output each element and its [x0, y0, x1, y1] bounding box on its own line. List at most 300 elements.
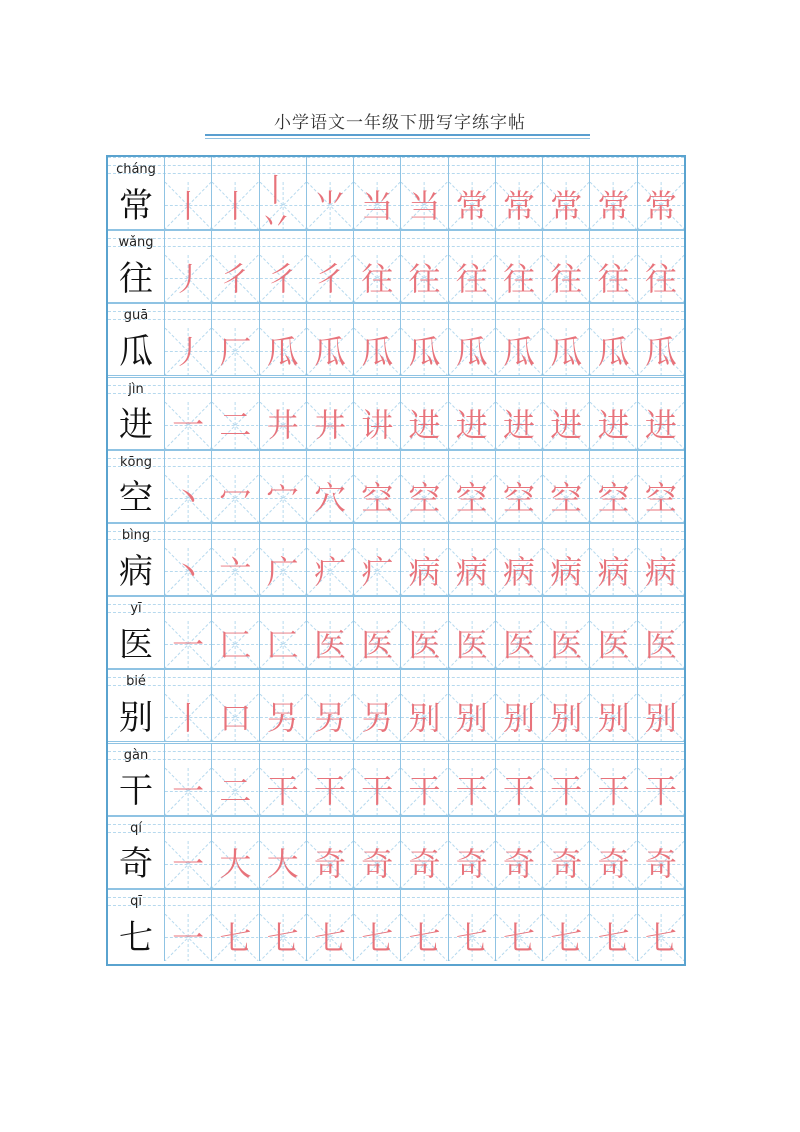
pinyin-label: qī	[130, 894, 142, 909]
stroke-order-character: 奇	[597, 845, 630, 884]
column-divider	[259, 303, 260, 328]
trace-cell[interactable]	[495, 768, 542, 815]
column-divider	[164, 669, 165, 694]
stroke-order-character: 空	[550, 479, 583, 518]
column-divider	[637, 523, 638, 548]
stroke-order-character: 别	[597, 698, 630, 737]
trace-cell[interactable]	[589, 255, 636, 302]
stroke-order-character: 瓜	[361, 332, 394, 371]
stroke-order-character: 当	[361, 186, 394, 225]
pinyin-band	[108, 596, 684, 621]
trace-cell[interactable]	[400, 255, 447, 302]
stroke-order-character: 往	[408, 259, 441, 298]
trace-cell[interactable]	[542, 475, 589, 522]
trace-cell[interactable]	[353, 182, 400, 229]
trace-cell[interactable]	[400, 914, 447, 961]
column-divider	[542, 889, 543, 914]
trace-cell[interactable]	[164, 768, 211, 815]
column-divider	[495, 596, 496, 621]
column-divider	[259, 596, 260, 621]
pinyin-guide-line	[108, 466, 684, 467]
stroke-order-character: 空	[503, 479, 536, 518]
pinyin-guide-line	[108, 759, 684, 760]
trace-cell[interactable]	[542, 402, 589, 449]
column-divider	[448, 669, 449, 694]
pinyin-guide-line	[108, 604, 684, 605]
stroke-order-character: 干	[361, 772, 394, 811]
trace-cell[interactable]	[164, 328, 211, 375]
stroke-order-character: 往	[644, 259, 677, 298]
trace-cell[interactable]	[211, 694, 258, 741]
stroke-order-character: 医	[361, 625, 394, 664]
trace-cell[interactable]	[259, 255, 306, 302]
pinyin-guide-line	[108, 824, 684, 825]
trace-cell[interactable]	[353, 768, 400, 815]
trace-cell[interactable]	[448, 402, 495, 449]
trace-cell[interactable]	[353, 475, 400, 522]
column-divider	[353, 303, 354, 328]
stroke-order-character: 二	[219, 772, 252, 811]
trace-cell[interactable]	[637, 914, 684, 961]
stroke-order-character: 七	[313, 918, 346, 957]
stroke-order-character: 空	[361, 479, 394, 518]
pinyin-guide-line	[108, 832, 684, 833]
practice-row	[108, 669, 684, 742]
stroke-order-character: 七	[219, 918, 252, 957]
column-divider	[306, 743, 307, 768]
pinyin-guide-line	[108, 230, 684, 231]
trace-cell[interactable]	[211, 914, 258, 961]
stroke-order-character: 匚	[266, 625, 299, 664]
trace-cell[interactable]	[353, 402, 400, 449]
column-divider	[542, 523, 543, 548]
stroke-order-character: 瓜	[313, 332, 346, 371]
column-divider	[400, 377, 401, 402]
trace-cell[interactable]	[259, 402, 306, 449]
column-divider	[164, 377, 165, 402]
model-character: 别	[119, 697, 153, 738]
trace-cell[interactable]	[259, 621, 306, 668]
trace-cell[interactable]	[211, 768, 258, 815]
pinyin-band	[108, 303, 684, 328]
trace-cell[interactable]	[400, 768, 447, 815]
column-divider	[400, 523, 401, 548]
column-divider	[306, 303, 307, 328]
stroke-order-character: 干	[597, 772, 630, 811]
trace-cell[interactable]	[448, 548, 495, 595]
trace-cell[interactable]	[542, 328, 589, 375]
column-divider	[637, 669, 638, 694]
column-divider	[637, 596, 638, 621]
stroke-order-character: 丶	[172, 552, 205, 591]
trace-cell[interactable]	[589, 621, 636, 668]
practice-row	[108, 816, 684, 889]
trace-cell[interactable]	[542, 694, 589, 741]
trace-cell[interactable]	[637, 402, 684, 449]
stroke-order-character: 丨	[172, 698, 205, 737]
stroke-order-character: 空	[455, 479, 488, 518]
trace-cell[interactable]	[589, 182, 636, 229]
stroke-order-character: ⺌	[313, 186, 346, 225]
model-character-cell	[108, 255, 164, 302]
model-character-cell	[108, 914, 164, 961]
column-divider	[495, 230, 496, 255]
trace-cell[interactable]	[495, 182, 542, 229]
trace-cell[interactable]	[637, 768, 684, 815]
trace-cell[interactable]	[589, 914, 636, 961]
stroke-order-character: 七	[503, 918, 536, 957]
pinyin-band	[108, 157, 684, 182]
page-title: 小学语文一年级下册写字练字帖	[274, 113, 526, 133]
trace-cell[interactable]	[448, 182, 495, 229]
trace-cell[interactable]	[164, 914, 211, 961]
stroke-order-character: 干	[455, 772, 488, 811]
trace-cell[interactable]	[306, 182, 353, 229]
column-divider	[589, 377, 590, 402]
trace-cell[interactable]	[400, 548, 447, 595]
column-divider	[259, 377, 260, 402]
trace-cell[interactable]	[589, 548, 636, 595]
stroke-order-character: 进	[550, 406, 583, 445]
pinyin-guide-line	[108, 377, 684, 378]
stroke-order-character: 宀	[266, 479, 299, 518]
trace-cell[interactable]	[211, 255, 258, 302]
trace-cell[interactable]	[211, 475, 258, 522]
pinyin-band	[108, 230, 684, 255]
column-divider	[400, 303, 401, 328]
column-divider	[306, 816, 307, 841]
pinyin-guide-line	[108, 450, 684, 451]
stroke-order-character: 往	[361, 259, 394, 298]
column-divider	[164, 303, 165, 328]
column-divider	[637, 377, 638, 402]
trace-cell[interactable]	[542, 768, 589, 815]
stroke-order-character: 奇	[503, 845, 536, 884]
stroke-order-character: 常	[455, 186, 488, 225]
column-divider	[259, 743, 260, 768]
stroke-order-character: 口	[219, 698, 252, 737]
stroke-order-character: 往	[455, 259, 488, 298]
trace-cell[interactable]	[589, 694, 636, 741]
trace-cell[interactable]	[495, 548, 542, 595]
trace-cell[interactable]	[589, 402, 636, 449]
column-divider	[306, 889, 307, 914]
trace-cell[interactable]	[495, 328, 542, 375]
trace-cell[interactable]	[400, 475, 447, 522]
trace-cell[interactable]	[495, 694, 542, 741]
trace-cell[interactable]	[211, 328, 258, 375]
practice-row	[108, 450, 684, 523]
trace-cell[interactable]	[259, 768, 306, 815]
stroke-order-character: 奇	[361, 845, 394, 884]
trace-cell[interactable]	[259, 328, 306, 375]
model-character-cell	[108, 621, 164, 668]
trace-cell[interactable]	[542, 914, 589, 961]
column-divider	[542, 157, 543, 182]
trace-cell[interactable]	[495, 914, 542, 961]
column-divider	[448, 523, 449, 548]
column-divider	[164, 523, 165, 548]
stroke-order-character: 另	[313, 698, 346, 737]
model-character-cell	[108, 841, 164, 888]
stroke-order-character: 瓜	[597, 332, 630, 371]
stroke-order-character: 瓜	[408, 332, 441, 371]
trace-cell[interactable]	[400, 182, 447, 229]
trace-cell[interactable]	[637, 694, 684, 741]
model-character: 干	[119, 771, 153, 812]
trace-cell[interactable]	[448, 328, 495, 375]
column-divider	[589, 450, 590, 475]
trace-cell[interactable]	[542, 841, 589, 888]
pinyin-guide-line	[108, 523, 684, 524]
column-divider	[495, 889, 496, 914]
practice-row	[108, 743, 684, 816]
trace-cell[interactable]	[448, 694, 495, 741]
pinyin-guide-line	[108, 612, 684, 613]
column-divider	[400, 889, 401, 914]
column-divider	[211, 523, 212, 548]
stroke-order-character: 讲	[361, 406, 394, 445]
column-divider	[589, 669, 590, 694]
pinyin-guide-line	[108, 246, 684, 247]
stroke-order-character: 进	[597, 406, 630, 445]
practice-row	[108, 230, 684, 303]
stroke-order-character: 七	[266, 918, 299, 957]
trace-cell[interactable]	[353, 621, 400, 668]
pinyin-guide-line	[108, 311, 684, 312]
trace-cell[interactable]	[259, 841, 306, 888]
column-divider	[211, 743, 212, 768]
stroke-order-character: 瓜	[455, 332, 488, 371]
column-divider	[353, 816, 354, 841]
stroke-order-character: 往	[503, 259, 536, 298]
column-divider	[589, 596, 590, 621]
trace-cell[interactable]	[306, 914, 353, 961]
trace-cell[interactable]	[306, 694, 353, 741]
model-character-cell	[108, 182, 164, 229]
column-divider	[448, 303, 449, 328]
trace-cell[interactable]	[400, 328, 447, 375]
trace-cell[interactable]	[306, 548, 353, 595]
trace-cell[interactable]	[211, 621, 258, 668]
stroke-order-character: 彳	[313, 259, 346, 298]
trace-cell[interactable]	[353, 694, 400, 741]
trace-cell[interactable]	[589, 328, 636, 375]
model-character-cell	[108, 694, 164, 741]
pinyin-guide-line	[108, 165, 684, 166]
practice-row	[108, 596, 684, 669]
trace-cell[interactable]	[400, 402, 447, 449]
stroke-order-character: 厂	[219, 332, 252, 371]
trace-cell[interactable]	[164, 402, 211, 449]
model-character: 七	[119, 917, 153, 958]
trace-cell[interactable]	[306, 402, 353, 449]
column-divider	[448, 230, 449, 255]
column-divider	[495, 816, 496, 841]
stroke-order-character: 进	[455, 406, 488, 445]
trace-cell[interactable]	[259, 170, 306, 241]
trace-cell[interactable]	[306, 621, 353, 668]
stroke-order-character: 丨	[172, 186, 205, 225]
trace-cell[interactable]	[306, 475, 353, 522]
trace-cell[interactable]	[353, 328, 400, 375]
stroke-order-character: 一	[172, 918, 205, 957]
column-divider	[448, 743, 449, 768]
column-divider	[306, 377, 307, 402]
trace-cell[interactable]	[448, 914, 495, 961]
column-divider	[542, 303, 543, 328]
stroke-order-character: 医	[644, 625, 677, 664]
stroke-order-character: 丶	[172, 479, 205, 518]
trace-cell[interactable]	[495, 621, 542, 668]
trace-cell[interactable]	[589, 841, 636, 888]
column-divider	[164, 816, 165, 841]
trace-cell[interactable]	[400, 694, 447, 741]
trace-cell[interactable]	[448, 621, 495, 668]
trace-cell[interactable]	[400, 841, 447, 888]
column-divider	[353, 230, 354, 255]
stroke-order-character: 瓜	[550, 332, 583, 371]
pinyin-band	[108, 889, 684, 914]
trace-cell[interactable]	[637, 475, 684, 522]
column-divider	[495, 450, 496, 475]
column-divider	[448, 377, 449, 402]
column-divider	[495, 377, 496, 402]
trace-cell[interactable]	[448, 475, 495, 522]
trace-cell[interactable]	[306, 328, 353, 375]
trace-cell[interactable]	[164, 182, 211, 229]
trace-cell[interactable]	[637, 182, 684, 229]
pinyin-guide-line	[108, 393, 684, 394]
practice-row	[108, 157, 684, 241]
trace-cell[interactable]	[589, 768, 636, 815]
stroke-order-character: 广	[266, 552, 299, 591]
stroke-order-character: 别	[550, 698, 583, 737]
trace-cell[interactable]	[164, 621, 211, 668]
trace-cell[interactable]	[637, 621, 684, 668]
column-divider	[306, 450, 307, 475]
trace-cell[interactable]	[211, 402, 258, 449]
stroke-order-character: 井	[313, 406, 346, 445]
column-divider	[353, 523, 354, 548]
column-divider	[353, 889, 354, 914]
trace-cell[interactable]	[495, 402, 542, 449]
trace-cell[interactable]	[448, 255, 495, 302]
trace-cell[interactable]	[400, 621, 447, 668]
trace-cell[interactable]	[542, 182, 589, 229]
column-divider	[211, 377, 212, 402]
stroke-order-character: 别	[503, 698, 536, 737]
stroke-order-character: 奇	[455, 845, 488, 884]
trace-cell[interactable]	[542, 255, 589, 302]
model-character-cell	[108, 475, 164, 522]
trace-cell[interactable]	[164, 475, 211, 522]
stroke-order-character: 七	[644, 918, 677, 957]
trace-cell[interactable]	[306, 841, 353, 888]
trace-cell[interactable]	[495, 841, 542, 888]
pinyin-label: kōng	[120, 454, 152, 470]
trace-cell[interactable]	[164, 548, 211, 595]
column-divider	[353, 743, 354, 768]
column-divider	[164, 889, 165, 914]
practice-row	[108, 303, 684, 376]
stroke-order-character: 常	[550, 186, 583, 225]
trace-cell[interactable]	[637, 548, 684, 595]
stroke-order-character: 病	[597, 552, 630, 591]
trace-cell[interactable]	[211, 841, 258, 888]
trace-cell[interactable]	[637, 841, 684, 888]
stroke-order-character: 干	[313, 772, 346, 811]
column-divider	[211, 157, 212, 182]
column-divider	[637, 889, 638, 914]
trace-cell[interactable]	[353, 914, 400, 961]
column-divider	[448, 450, 449, 475]
stroke-order-character: 干	[550, 772, 583, 811]
stroke-order-character: 病	[408, 552, 441, 591]
stroke-order-character: 七	[408, 918, 441, 957]
trace-cell[interactable]	[164, 841, 211, 888]
pinyin-guide-line	[108, 889, 684, 890]
trace-cell[interactable]	[495, 475, 542, 522]
trace-cell[interactable]	[542, 621, 589, 668]
trace-cell[interactable]	[353, 841, 400, 888]
column-divider	[164, 596, 165, 621]
column-divider	[637, 157, 638, 182]
model-character: 空	[119, 478, 153, 519]
trace-cell[interactable]	[164, 694, 211, 741]
trace-cell[interactable]	[259, 914, 306, 961]
stroke-order-character: 另	[266, 698, 299, 737]
trace-cell[interactable]	[448, 768, 495, 815]
column-divider	[589, 889, 590, 914]
trace-cell[interactable]	[589, 475, 636, 522]
trace-cell[interactable]	[353, 255, 400, 302]
column-divider	[259, 816, 260, 841]
trace-cell[interactable]	[306, 768, 353, 815]
column-divider	[306, 157, 307, 182]
stroke-order-character: 奇	[408, 845, 441, 884]
stroke-order-character: 彳	[266, 259, 299, 298]
stroke-order-character: 干	[503, 772, 536, 811]
model-character-cell	[108, 402, 164, 449]
trace-cell[interactable]	[259, 694, 306, 741]
column-divider	[589, 157, 590, 182]
column-divider	[400, 669, 401, 694]
stroke-order-character: 往	[597, 259, 630, 298]
trace-cell[interactable]	[211, 548, 258, 595]
trace-cell[interactable]	[211, 182, 258, 229]
stroke-order-character: 空	[597, 479, 630, 518]
trace-cell[interactable]	[495, 255, 542, 302]
trace-cell[interactable]	[353, 548, 400, 595]
pinyin-label: wǎng	[118, 235, 154, 251]
trace-cell[interactable]	[637, 328, 684, 375]
trace-cell[interactable]	[448, 841, 495, 888]
trace-cell[interactable]	[259, 548, 306, 595]
column-divider	[637, 816, 638, 841]
trace-cell[interactable]	[259, 475, 306, 522]
trace-cell[interactable]	[542, 548, 589, 595]
stroke-order-character: 空	[408, 479, 441, 518]
stroke-order-character: 丿	[172, 259, 205, 298]
model-character: 进	[119, 405, 153, 446]
trace-cell[interactable]	[306, 255, 353, 302]
column-divider	[400, 596, 401, 621]
trace-cell[interactable]	[164, 255, 211, 302]
trace-cell[interactable]	[637, 255, 684, 302]
pinyin-guide-line	[108, 458, 684, 459]
model-character-cell	[108, 548, 164, 595]
